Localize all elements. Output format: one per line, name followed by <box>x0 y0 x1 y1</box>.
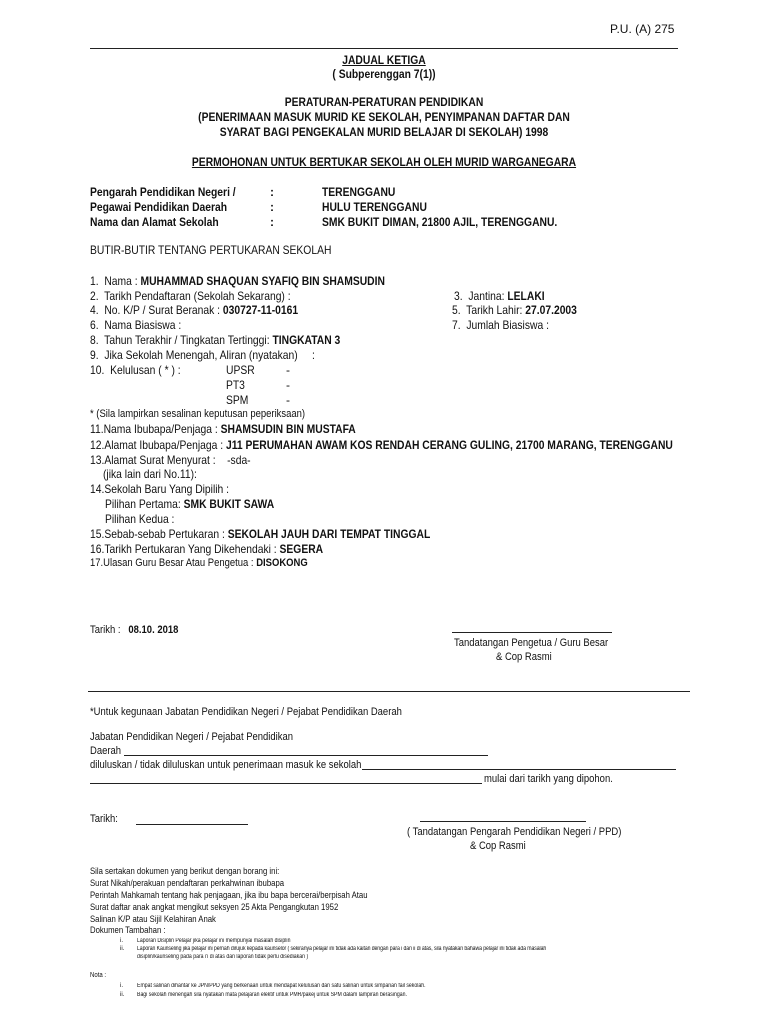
item-label: Pilihan Pertama: <box>105 497 181 511</box>
item-3 <box>454 289 545 303</box>
attachments-heading: Sila sertakan dokumen yang berikut dengan borang ini: <box>90 866 280 876</box>
parent-name: SHAMSUDIN BIN MUSTAFA <box>220 422 356 436</box>
top-rule <box>90 48 678 49</box>
transfer-date: SEGERA <box>279 542 324 556</box>
page-number: P.U. (A) 275 <box>610 22 675 36</box>
item-number: 9. <box>90 348 99 362</box>
extra-doc-number: i. <box>120 938 123 944</box>
nota-2: Bagi sekolah menengah sila nyatakan mata pelajaran elektif untuk PMR/pakej untuk SPM dalam lampiran berasingan. <box>137 992 407 998</box>
addressee-colon-3: : <box>270 215 274 229</box>
item-label: Tarikh Lahir: <box>466 303 523 317</box>
attachment-doc-1: Surat Nikah/perakuan pendaftaran perkahwinan ibubapa <box>90 878 285 888</box>
form-title: PERMOHONAN UNTUK BERTUKAR SEKOLAH OLEH MURID WARGANEGARA <box>191 155 577 169</box>
exam-upsr-value: - <box>286 363 290 377</box>
nota-number: ii. <box>120 992 125 998</box>
nota-number: i. <box>120 983 123 989</box>
regulation-title-1: PERATURAN-PERATURAN PENDIDIKAN <box>284 95 484 109</box>
item-13 <box>90 453 251 467</box>
regulation-title-2: (PENERIMAAN MASUK MURID KE SEKOLAH, PENYIMPANAN DAFTAR DAN <box>198 110 570 124</box>
item-5 <box>452 303 577 317</box>
item-number: 7. <box>452 318 461 332</box>
section-divider <box>88 691 690 692</box>
item-4 <box>90 303 298 317</box>
addressee-value-2: HULU TERENGGANU <box>322 200 427 214</box>
item-label: No. K/P / Surat Beranak : <box>104 303 221 317</box>
exam-note: * (Sila lampirkan sesalinan keputusan peperiksaan) <box>90 408 306 420</box>
birth-date: 27.07.2003 <box>525 303 577 317</box>
office-date-label: Tarikh: <box>90 813 118 825</box>
office-blank-2 <box>362 769 676 770</box>
item-label: 11.Nama Ibubapa/Penjaga : <box>90 422 218 436</box>
addressee-colon-1: : <box>270 185 274 199</box>
item-label: Tahun Terakhir / Tingkatan Tertinggi: <box>104 333 270 347</box>
office-blank-3 <box>90 783 482 784</box>
exam-spm-value: - <box>286 393 290 407</box>
item-label: 13.Alamat Surat Menyurat : <box>90 453 216 467</box>
addressee-label-3: Nama dan Alamat Sekolah <box>90 215 219 229</box>
office-line-3: diluluskan / tidak diluluskan untuk penerimaan masuk ke sekolah <box>90 759 362 771</box>
item-label: Jika Sekolah Menengah, Aliran (nyatakan) <box>104 348 298 362</box>
item-15 <box>90 527 430 541</box>
item-10 <box>90 363 181 377</box>
date-value: 08.10. 2018 <box>128 624 179 636</box>
item-number: 10. <box>90 363 105 377</box>
item-label: 15.Sebab-sebab Pertukaran : <box>90 527 225 541</box>
item-number: 3. <box>454 289 463 303</box>
addressee-value-3: SMK BUKIT DIMAN, 21800 AJIL, TERENGGANU. <box>322 215 558 229</box>
schedule-subtitle: ( Subperenggan 7(1)) <box>332 67 436 81</box>
item-number: 6. <box>90 318 99 332</box>
exam-upsr: UPSR <box>226 363 255 377</box>
transfer-reason: SEKOLAH JAUH DARI TEMPAT TINGGAL <box>227 527 431 541</box>
item-14-second-choice: Pilihan Kedua : <box>105 512 175 526</box>
office-date-line <box>136 824 248 825</box>
director-signature-line <box>420 821 586 822</box>
official-stamp-label: & Cop Rasmi <box>496 651 552 663</box>
exam-pt3-value: - <box>286 378 290 392</box>
parent-address: J11 PERUMAHAN AWAM KOS RENDAH CERANG GULING, 21700 MARANG, TERENGGANU <box>225 438 673 452</box>
item-1 <box>90 274 385 288</box>
principal-comment: DISOKONG <box>256 557 308 569</box>
attachment-doc-4: Salinan K/P atau Sijil Kelahiran Anak <box>90 914 216 924</box>
signature-date <box>90 624 178 636</box>
item-number: 2. <box>90 289 99 303</box>
addressee-value-1: TERENGGANU <box>322 185 396 199</box>
item-2 <box>90 289 291 303</box>
item-17 <box>90 557 308 569</box>
item-14-first-choice <box>105 497 274 511</box>
director-stamp-label: & Cop Rasmi <box>470 840 526 852</box>
item-label: 17.Ulasan Guru Besar Atau Pengetua : <box>90 557 254 569</box>
item-number: 5. <box>452 303 461 317</box>
student-name: MUHAMMAD SHAQUAN SYAFIQ BIN SHAMSUDIN <box>140 274 385 288</box>
addressee-label-2: Pegawai Pendidikan Daerah <box>90 200 228 214</box>
item-number: 8. <box>90 333 99 347</box>
office-blank-1 <box>124 755 488 756</box>
extra-doc-2: Laporan Kaunseling jika pelajar ini pernah dirujuk kepada kaunselor ( sekiranya pelajar ini tidak ada kaitan dengan para i dan ii di atas, sila nyatakan bahawa pelajar ini tidak ada masalah <box>137 946 547 952</box>
attachment-doc-2: Perintah Mahkamah tentang hak penjagaan, jika ibu bapa bercerai/berpisah Atau <box>90 890 368 900</box>
date-label: Tarikh : <box>90 624 121 636</box>
item-label: Jantina: <box>468 289 505 303</box>
office-use-heading: *Untuk kegunaan Jabatan Pendidikan Negeri / Pejabat Pendidikan Daerah <box>90 706 402 718</box>
first-choice-school: SMK BUKIT SAWA <box>183 497 275 511</box>
office-line-4: mulai dari tarikh yang dipohon. <box>484 773 613 785</box>
item-14: 14.Sekolah Baru Yang Dipilih : <box>90 482 230 496</box>
office-line-1: Jabatan Pendidikan Negeri / Pejabat Pendidikan <box>90 731 294 743</box>
extra-doc-2-continued: disiplin/kaunseling pada para i'i di atas dan laporan tidak perlu disediakan ) <box>137 954 309 960</box>
item-label: Kelulusan ( * ) : <box>110 363 181 377</box>
signature-line <box>452 632 612 633</box>
extra-doc-number: ii. <box>120 946 125 952</box>
exam-spm: SPM <box>226 393 249 407</box>
item-number: 4. <box>90 303 99 317</box>
attachment-doc-5: Dokumen Tambahan : <box>90 925 166 935</box>
section-heading: BUTIR-BUTIR TENTANG PERTUKARAN SEKOLAH <box>90 243 332 257</box>
item-label: 12.Alamat Ibubapa/Penjaga : <box>90 438 224 452</box>
item-label: Jumlah Biasiswa : <box>466 318 549 332</box>
item-number: 1. <box>90 274 99 288</box>
item-6 <box>90 318 181 332</box>
item-9 <box>90 348 315 362</box>
item-12 <box>90 438 673 452</box>
director-signature-label: ( Tandatangan Pengarah Pendidikan Negeri / PPD) <box>407 826 622 838</box>
item-16 <box>90 542 323 556</box>
exam-pt3: PT3 <box>226 378 245 392</box>
addressee-label-1: Pengarah Pendidikan Negeri / <box>90 185 236 199</box>
extra-doc-1: Laporan Disiplin Pelajar jika pelajar ini mempunyai masalah disiplin <box>137 938 291 944</box>
item-label: Nama Biasiswa : <box>104 318 182 332</box>
addressee-colon-2: : <box>270 200 274 214</box>
ic-number: 030727-11-0161 <box>222 303 299 317</box>
nota-1: Empat salinan dihantar ke JPN/PPD yang berkenaan untuk mendapat kelulusan dan satu salinan untuk simpanan fail sekolah. <box>137 983 426 989</box>
gender-value: LELAKI <box>507 289 545 303</box>
last-form: TINGKATAN 3 <box>272 333 341 347</box>
item-13-note: (jika lain dari No.11): <box>103 467 197 481</box>
regulation-title-3: SYARAT BAGI PENGEKALAN MURID BELAJAR DI SEKOLAH) 1998 <box>219 125 549 139</box>
item-label: 16.Tarikh Pertukaran Yang Dikehendaki : <box>90 542 277 556</box>
item-8 <box>90 333 340 347</box>
item-11 <box>90 422 356 436</box>
office-line-2: Daerah <box>90 745 122 757</box>
nota-label: Nota : <box>90 972 107 979</box>
item-7 <box>452 318 549 332</box>
item-label: Tarikh Pendaftaran (Sekolah Sekarang) : <box>104 289 291 303</box>
schedule-title: JADUAL KETIGA <box>342 53 426 67</box>
item-colon: : <box>312 348 315 362</box>
attachment-doc-3: Surat daftar anak angkat mengikut seksyen 25 Akta Pengangkutan 1952 <box>90 902 339 912</box>
mailing-address: -sda- <box>227 453 251 467</box>
principal-signature-label: Tandatangan Pengetua / Guru Besar <box>454 637 609 649</box>
item-label: Nama : <box>104 274 138 288</box>
